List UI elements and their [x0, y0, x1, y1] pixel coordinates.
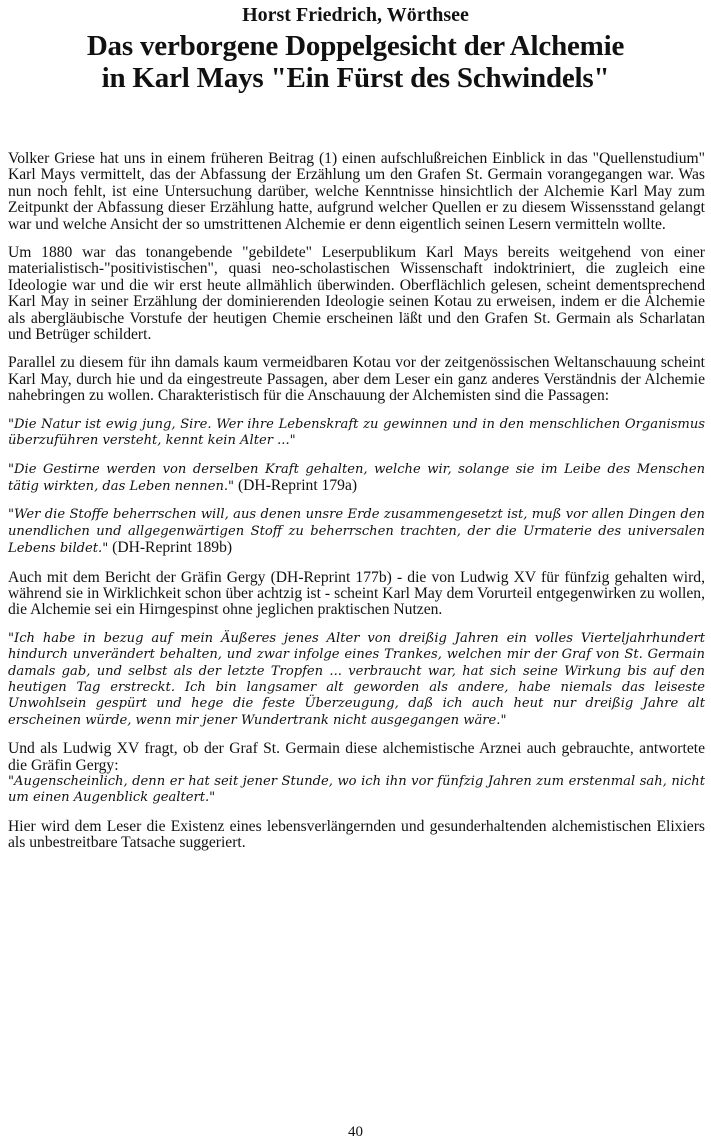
quote-3 — [8, 507, 705, 557]
article-body — [8, 151, 705, 864]
quote-2-reference: (DH-Reprint 179a) — [234, 476, 358, 494]
paragraph-2: Um 1880 war das tonangebende "gebildete" Leserpublikum Karl Mays bereits weitgehend von einer materialistisch-"positivistischen", quasi neo-scholastischen Wissenschaft indoktriniert, die zugleich eine Ideologie war und die wir erst heute allmählich überwinden. Oberflächlich gelesen, scheint dementsprechend Karl May in seiner Erzählung der dominierenden Ideologie seinen Kotau zu erweisen, indem er die Alchemie als abergläubische Vorstufe der heutigen Chemie erscheinen läßt und den Grafen St. Germain als Scharlatan und Betrüger schildert. — [8, 244, 705, 344]
quote-2-text: "Die Gestirne werden von derselben Kraft gehalten, welche wir, solange sie im Leibe des Menschen tätig wirkten, das Leben nennen." — [8, 461, 705, 494]
title-line-1: Das verborgene Doppelgesicht der Alchemie — [86, 30, 625, 62]
quote-1: "Die Natur ist ewig jung, Sire. Wer ihre Lebenskraft zu gewinnen und in den menschlichen Organismus überzuführen versteht, kennt kein Alter ..." — [8, 416, 705, 449]
author-line: Horst Friedrich, Wörthsee — [242, 4, 469, 26]
quote-3-text: "Wer die Stoffe beherrschen will, aus denen unsre Erde zusammengesetzt ist, muß vor allen Dingen den unendlichen und allgegenwärtigen Stoff zu beherrschen trachten, der die Urmaterie des universalen Lebens bildet." — [8, 507, 705, 557]
paragraph-1: Volker Griese hat uns in einem früheren Beitrag (1) einen aufschlußreichen Einblick in das "Quellenstudium" Karl Mays vermittelt, das der Abfassung der Erzählung um den Grafen St. Germain vorangegangen war. Was nun noch fehlt, ist eine Untersuchung darüber, welche Kenntnisse hinsichtlich der Alchemie Karl May zum Zeitpunkt der Abfassung dieser Erzählung hatte, aufgrund welcher Quellen er zu diesem Wissensstand gelangt war und welche Ansicht der so umstrittenen Alchemie er denn eigentlich seinen Lesern vermitteln wollte. — [8, 150, 705, 233]
paragraph-3: Parallel zu diesem für ihn damals kaum vermeidbaren Kotau vor der zeitgenössischen Weltanschauung scheint Karl May, durch hie und da eingestreute Passagen, aber dem Leser ein ganz anderes Verständnis der Alchemie nahebringen zu wollen. Charakteristisch für die Anschauung der Alchemisten sind die Passagen: — [8, 354, 705, 405]
page-number: 40 — [348, 1124, 363, 1140]
article-title — [0, 30, 711, 94]
paragraph-4: Auch mit dem Bericht der Gräfin Gergy (DH-Reprint 177b) - die von Ludwig XV für fünfzig gehalten wird, während sie in Wirklichkeit schon über achtzig ist - scheint Karl May dem Vorurteil entgegenwirken zu wollen, die Alchemie sei ein Hirngespinst ohne jeglichen praktischen Nutzen. — [8, 568, 705, 619]
quote-2 — [8, 462, 705, 496]
title-line-2: in Karl Mays "Ein Fürst des Schwindels" — [101, 62, 610, 94]
quote-4: "Ich habe in bezug auf mein Äußeres jenes Alter von dreißig Jahren ein volles Vierteljahrhundert hindurch unverändert behalten, und zwar infolge eines Trankes, welchen mir der Graf von St. Germain damals gab, und selbst als der letzte Tropfen ... verbraucht war, hat sich seine Wirkung bis auf den heutigen Tag erstreckt. Ich bin langsamer alt geworden als andere, habe niemals das leiseste Unwohlsein gespürt und hege die feste Überzeugung, daß ich auch heut nur dreißig Jahre alt erscheinen würde, wenn mir jener Wundertrank nicht ausgegangen wäre." — [8, 630, 705, 728]
paragraph-6: Hier wird dem Leser die Existenz eines lebensverlängernden und gesunderhaltenden alchemistischen Elixiers als unbestreitbare Tatsache suggeriert. — [8, 817, 705, 852]
paragraph-5: Und als Ludwig XV fragt, ob der Graf St. Germain diese alchemistische Arznei auch gebrauchte, antwortete die Gräfin Gergy: — [8, 740, 705, 774]
quote-3-reference: (DH-Reprint 189b) — [108, 539, 233, 557]
quote-5: "Augenscheinlich, denn er hat seit jener Stunde, wo ich ihn vor fünfzig Jahren zum erstenmal sah, nicht um einen Augenblick gealtert." — [8, 774, 705, 806]
